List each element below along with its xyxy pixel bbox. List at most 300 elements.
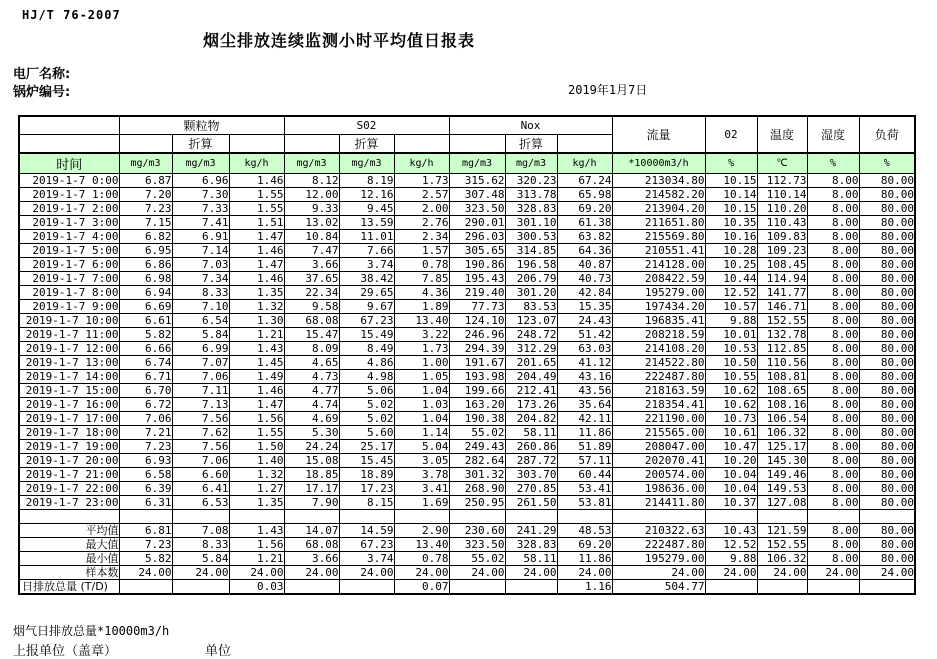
unit-cell: % [859,153,915,174]
value-cell: 3.66 [284,552,339,566]
value-cell: 14.07 [284,524,339,538]
value-cell: 196835.41 [612,314,705,328]
standard-number: HJ/T 76-2007 [22,8,121,22]
value-cell: 80.00 [859,188,915,202]
value-cell: 208047.00 [612,440,705,454]
value-cell: 132.78 [757,328,807,342]
value-cell: 7.06 [119,412,172,426]
value-cell: 141.77 [757,286,807,300]
empty-cell [557,135,612,154]
time-cell: 2019-1-7 9:00 [19,300,119,314]
value-cell: 11.86 [557,426,612,440]
value-cell: 314.85 [505,244,557,258]
value-cell: 7.13 [172,398,229,412]
value-cell: 199.66 [449,384,505,398]
value-cell: 7.56 [172,412,229,426]
value-cell: 8.00 [807,370,859,384]
value-cell: 7.10 [172,300,229,314]
value-cell: 6.53 [172,496,229,510]
value-cell: 7.23 [119,538,172,552]
summary-row [19,524,915,538]
value-cell: 110.20 [757,202,807,216]
value-cell: 40.73 [557,272,612,286]
value-cell: 1.56 [229,538,284,552]
value-cell: 7.30 [172,188,229,202]
value-cell: 35.64 [557,398,612,412]
value-cell: 5.82 [119,552,172,566]
summary-row [19,538,915,552]
value-cell: 1.45 [229,356,284,370]
value-cell: 268.90 [449,482,505,496]
time-cell: 2019-1-7 23:00 [19,496,119,510]
value-cell: 6.61 [119,314,172,328]
group-nox: Nox [449,116,612,135]
value-cell: 9.88 [705,314,757,328]
value-cell: 1.14 [394,426,449,440]
value-cell: 7.56 [172,440,229,454]
value-cell: 173.26 [505,398,557,412]
value-cell [505,510,557,524]
value-cell: 1.46 [229,174,284,188]
value-cell: 6.95 [119,244,172,258]
value-cell: 7.66 [339,244,394,258]
value-cell: 8.00 [807,328,859,342]
value-cell: 3.22 [394,328,449,342]
value-cell: 287.72 [505,454,557,468]
value-cell: 312.29 [505,342,557,356]
value-cell: 7.15 [119,216,172,230]
summary-row [19,552,915,566]
value-cell: 149.46 [757,468,807,482]
value-cell: 10.73 [705,412,757,426]
value-cell: 3.41 [394,482,449,496]
value-cell: 320.23 [505,174,557,188]
value-cell: 14.59 [339,524,394,538]
value-cell: 5.04 [394,440,449,454]
unit-cell: mg/m3 [284,153,339,174]
value-cell [757,580,807,595]
value-cell: 8.00 [807,398,859,412]
value-cell: 29.65 [339,286,394,300]
value-cell: 8.00 [807,454,859,468]
boiler-number-label: 锅炉编号: [13,85,71,100]
value-cell: 1.03 [394,398,449,412]
value-cell: 219.40 [449,286,505,300]
data-row [19,370,915,384]
value-cell: 204.49 [505,370,557,384]
value-cell: 67.24 [557,174,612,188]
summary-label: 平均值 [19,524,119,538]
value-cell: 8.00 [807,468,859,482]
value-cell: 323.50 [449,202,505,216]
value-cell: 7.47 [284,244,339,258]
value-cell: 1.55 [229,426,284,440]
value-cell: 10.14 [705,188,757,202]
value-cell: 8.00 [807,244,859,258]
value-cell: 10.62 [705,384,757,398]
value-cell: 246.96 [449,328,505,342]
value-cell: 15.49 [339,328,394,342]
value-cell: 300.53 [505,230,557,244]
value-cell: 307.48 [449,188,505,202]
value-cell: 4.69 [284,412,339,426]
value-cell: 7.34 [172,272,229,286]
value-cell: 5.60 [339,426,394,440]
value-cell: 6.86 [119,258,172,272]
plant-name-label: 电厂名称: [13,67,71,82]
data-row [19,300,915,314]
time-cell: 2019-1-7 17:00 [19,412,119,426]
value-cell: 7.85 [394,272,449,286]
value-cell [705,580,757,595]
value-cell: 8.00 [807,552,859,566]
value-cell: 1.73 [394,174,449,188]
value-cell: 5.84 [172,552,229,566]
value-cell: 109.23 [757,244,807,258]
value-cell: 24.00 [119,566,172,580]
value-cell: 193.98 [449,370,505,384]
value-cell: 328.83 [505,202,557,216]
value-cell: 6.71 [119,370,172,384]
data-row [19,384,915,398]
value-cell: 109.83 [757,230,807,244]
value-cell: 24.43 [557,314,612,328]
unit-cell: *10000m3/h [612,153,705,174]
value-cell [449,580,505,595]
value-cell [229,510,284,524]
value-cell: 58.11 [505,426,557,440]
time-cell: 2019-1-7 16:00 [19,398,119,412]
value-cell: 3.74 [339,258,394,272]
value-cell: 6.60 [172,468,229,482]
value-cell: 68.08 [284,538,339,552]
value-cell: 214128.00 [612,258,705,272]
value-cell: 24.00 [339,566,394,580]
value-cell: 221190.00 [612,412,705,426]
value-cell: 125.17 [757,440,807,454]
value-cell: 80.00 [859,538,915,552]
value-cell: 8.00 [807,524,859,538]
group-o2: 02 [705,116,757,153]
empty-cell [19,510,119,524]
value-cell: 9.58 [284,300,339,314]
time-cell: 2019-1-7 3:00 [19,216,119,230]
value-cell: 190.38 [449,412,505,426]
value-cell: 1.57 [394,244,449,258]
value-cell: 67.23 [339,314,394,328]
summary-label: 最小值 [19,552,119,566]
value-cell: 1.55 [229,188,284,202]
value-cell: 80.00 [859,482,915,496]
empty-cell [394,135,449,154]
value-cell: 206.79 [505,272,557,286]
value-cell: 80.00 [859,454,915,468]
value-cell: 53.41 [557,482,612,496]
value-cell: 9.33 [284,202,339,216]
value-cell: 5.02 [339,412,394,426]
value-cell: 210322.63 [612,524,705,538]
value-cell: 6.94 [119,286,172,300]
value-cell: 6.72 [119,398,172,412]
value-cell: 8.33 [172,286,229,300]
group-load: 负荷 [859,116,915,153]
unit-cell: mg/m3 [505,153,557,174]
value-cell: 83.53 [505,300,557,314]
data-row [19,174,915,188]
value-cell: 6.96 [172,174,229,188]
value-cell: 17.23 [339,482,394,496]
value-cell: 1.21 [229,552,284,566]
value-cell: 24.00 [449,566,505,580]
value-cell: 6.58 [119,468,172,482]
value-cell: 8.00 [807,202,859,216]
value-cell [705,510,757,524]
value-cell [172,510,229,524]
value-cell: 41.12 [557,356,612,370]
value-cell: 8.00 [807,538,859,552]
value-cell: 1.04 [394,412,449,426]
summary-label: 样本数 [19,566,119,580]
value-cell: 6.54 [172,314,229,328]
time-cell: 2019-1-7 18:00 [19,426,119,440]
value-cell: 1.32 [229,300,284,314]
value-cell: 8.00 [807,482,859,496]
value-cell: 1.40 [229,454,284,468]
time-cell: 2019-1-7 10:00 [19,314,119,328]
value-cell: 24.00 [807,566,859,580]
value-cell: 80.00 [859,356,915,370]
value-cell: 328.83 [505,538,557,552]
value-cell: 11.86 [557,552,612,566]
value-cell: 230.60 [449,524,505,538]
value-cell: 10.44 [705,272,757,286]
value-cell: 195.43 [449,272,505,286]
value-cell: 8.33 [172,538,229,552]
value-cell: 7.08 [172,524,229,538]
value-cell: 51.42 [557,328,612,342]
value-cell: 80.00 [859,300,915,314]
value-cell: 8.09 [284,342,339,356]
value-cell: 8.00 [807,230,859,244]
value-cell: 10.53 [705,342,757,356]
value-cell: 38.42 [339,272,394,286]
so2-converted-label: 折算 [339,135,394,154]
value-cell: 24.00 [394,566,449,580]
value-cell [449,510,505,524]
value-cell: 7.21 [119,426,172,440]
value-cell: 3.78 [394,468,449,482]
reporting-unit-label: 上报单位（盖章） [13,644,118,659]
value-cell: 2.90 [394,524,449,538]
value-cell: 108.65 [757,384,807,398]
value-cell: 1.73 [394,342,449,356]
value-cell: 15.47 [284,328,339,342]
data-row [19,398,915,412]
time-cell: 2019-1-7 2:00 [19,202,119,216]
value-cell: 108.45 [757,258,807,272]
spacer-row [19,510,915,524]
value-cell: 106.54 [757,412,807,426]
value-cell: 2.76 [394,216,449,230]
value-cell: 124.10 [449,314,505,328]
value-cell: 68.08 [284,314,339,328]
value-cell: 3.05 [394,454,449,468]
value-cell [394,510,449,524]
data-row [19,216,915,230]
value-cell: 65.98 [557,188,612,202]
value-cell: 110.14 [757,188,807,202]
time-cell: 2019-1-7 20:00 [19,454,119,468]
value-cell: 9.88 [705,552,757,566]
value-cell: 43.16 [557,370,612,384]
unit-cell: mg/m3 [449,153,505,174]
value-cell: 17.17 [284,482,339,496]
value-cell: 1.49 [229,370,284,384]
value-cell: 4.36 [394,286,449,300]
page-title: 烟尘排放连续监测小时平均值日报表 [203,31,476,50]
value-cell: 13.40 [394,314,449,328]
time-cell: 2019-1-7 15:00 [19,384,119,398]
data-row [19,412,915,426]
value-cell: 18.85 [284,468,339,482]
unit-cell: mg/m3 [172,153,229,174]
time-cell: 2019-1-7 12:00 [19,342,119,356]
value-cell: 9.67 [339,300,394,314]
value-cell: 4.77 [284,384,339,398]
value-cell: 196.58 [505,258,557,272]
value-cell [859,580,915,595]
value-cell: 152.55 [757,538,807,552]
value-cell: 5.82 [119,328,172,342]
value-cell [119,510,172,524]
value-cell: 294.39 [449,342,505,356]
value-cell: 149.53 [757,482,807,496]
value-cell: 1.51 [229,216,284,230]
value-cell: 10.62 [705,398,757,412]
value-cell: 61.38 [557,216,612,230]
value-cell: 10.28 [705,244,757,258]
value-cell: 8.00 [807,496,859,510]
value-cell: 248.72 [505,328,557,342]
value-cell: 200574.00 [612,468,705,482]
value-cell: 10.25 [705,258,757,272]
value-cell: 13.40 [394,538,449,552]
report-date: 2019年1月7日 [568,83,648,97]
value-cell: 301.32 [449,468,505,482]
value-cell: 1.69 [394,496,449,510]
time-cell: 2019-1-7 13:00 [19,356,119,370]
value-cell: 7.07 [172,356,229,370]
value-cell: 112.73 [757,174,807,188]
value-cell: 282.64 [449,454,505,468]
value-cell: 6.98 [119,272,172,286]
value-cell: 241.29 [505,524,557,538]
summary-label: 日排放总量 (T/D) [19,580,119,595]
value-cell: 6.82 [119,230,172,244]
data-row [19,314,915,328]
value-cell: 108.16 [757,398,807,412]
value-cell: 313.78 [505,188,557,202]
value-cell: 80.00 [859,398,915,412]
value-cell: 53.81 [557,496,612,510]
value-cell [807,510,859,524]
value-cell: 208422.59 [612,272,705,286]
value-cell: 10.47 [705,440,757,454]
value-cell: 80.00 [859,244,915,258]
value-cell: 4.73 [284,370,339,384]
value-cell: 110.56 [757,356,807,370]
value-cell: 80.00 [859,440,915,454]
value-cell: 1.32 [229,468,284,482]
time-cell: 2019-1-7 22:00 [19,482,119,496]
time-cell: 2019-1-7 5:00 [19,244,119,258]
value-cell: 290.01 [449,216,505,230]
group-header-row [19,116,915,135]
value-cell: 7.20 [119,188,172,202]
value-cell: 80.00 [859,314,915,328]
value-cell: 43.56 [557,384,612,398]
value-cell: 214411.80 [612,496,705,510]
value-cell: 8.00 [807,286,859,300]
value-cell [284,580,339,595]
data-row [19,258,915,272]
value-cell: 301.10 [505,216,557,230]
value-cell: 80.00 [859,370,915,384]
data-row [19,230,915,244]
data-row [19,272,915,286]
value-cell: 195279.00 [612,286,705,300]
value-cell: 163.20 [449,398,505,412]
value-cell: 190.86 [449,258,505,272]
value-cell: 6.91 [172,230,229,244]
value-cell: 260.86 [505,440,557,454]
value-cell: 51.89 [557,440,612,454]
value-cell: 8.00 [807,356,859,370]
value-cell: 1.35 [229,496,284,510]
value-cell: 67.23 [339,538,394,552]
value-cell: 2.34 [394,230,449,244]
value-cell: 8.00 [807,216,859,230]
unit-cell: ℃ [757,153,807,174]
value-cell: 5.84 [172,328,229,342]
monitoring-table [18,115,916,595]
value-cell: 64.36 [557,244,612,258]
unit-cell: % [807,153,859,174]
corner-cell [19,135,119,154]
value-cell: 3.66 [284,258,339,272]
value-cell: 63.03 [557,342,612,356]
time-cell: 2019-1-7 14:00 [19,370,119,384]
value-cell: 7.23 [119,440,172,454]
value-cell: 6.70 [119,384,172,398]
data-row [19,454,915,468]
flue-daily-total-note: 烟气日排放总量*10000m3/h [13,624,170,638]
value-cell [807,580,859,595]
value-cell [557,510,612,524]
group-temperature: 温度 [757,116,807,153]
value-cell: 7.62 [172,426,229,440]
data-row [19,188,915,202]
value-cell: 108.81 [757,370,807,384]
value-cell: 6.69 [119,300,172,314]
empty-cell [229,135,284,154]
summary-row [19,580,915,595]
unit-label: 单位 [205,644,232,659]
value-cell: 8.00 [807,174,859,188]
value-cell: 1.27 [229,482,284,496]
value-cell: 80.00 [859,468,915,482]
data-row [19,342,915,356]
